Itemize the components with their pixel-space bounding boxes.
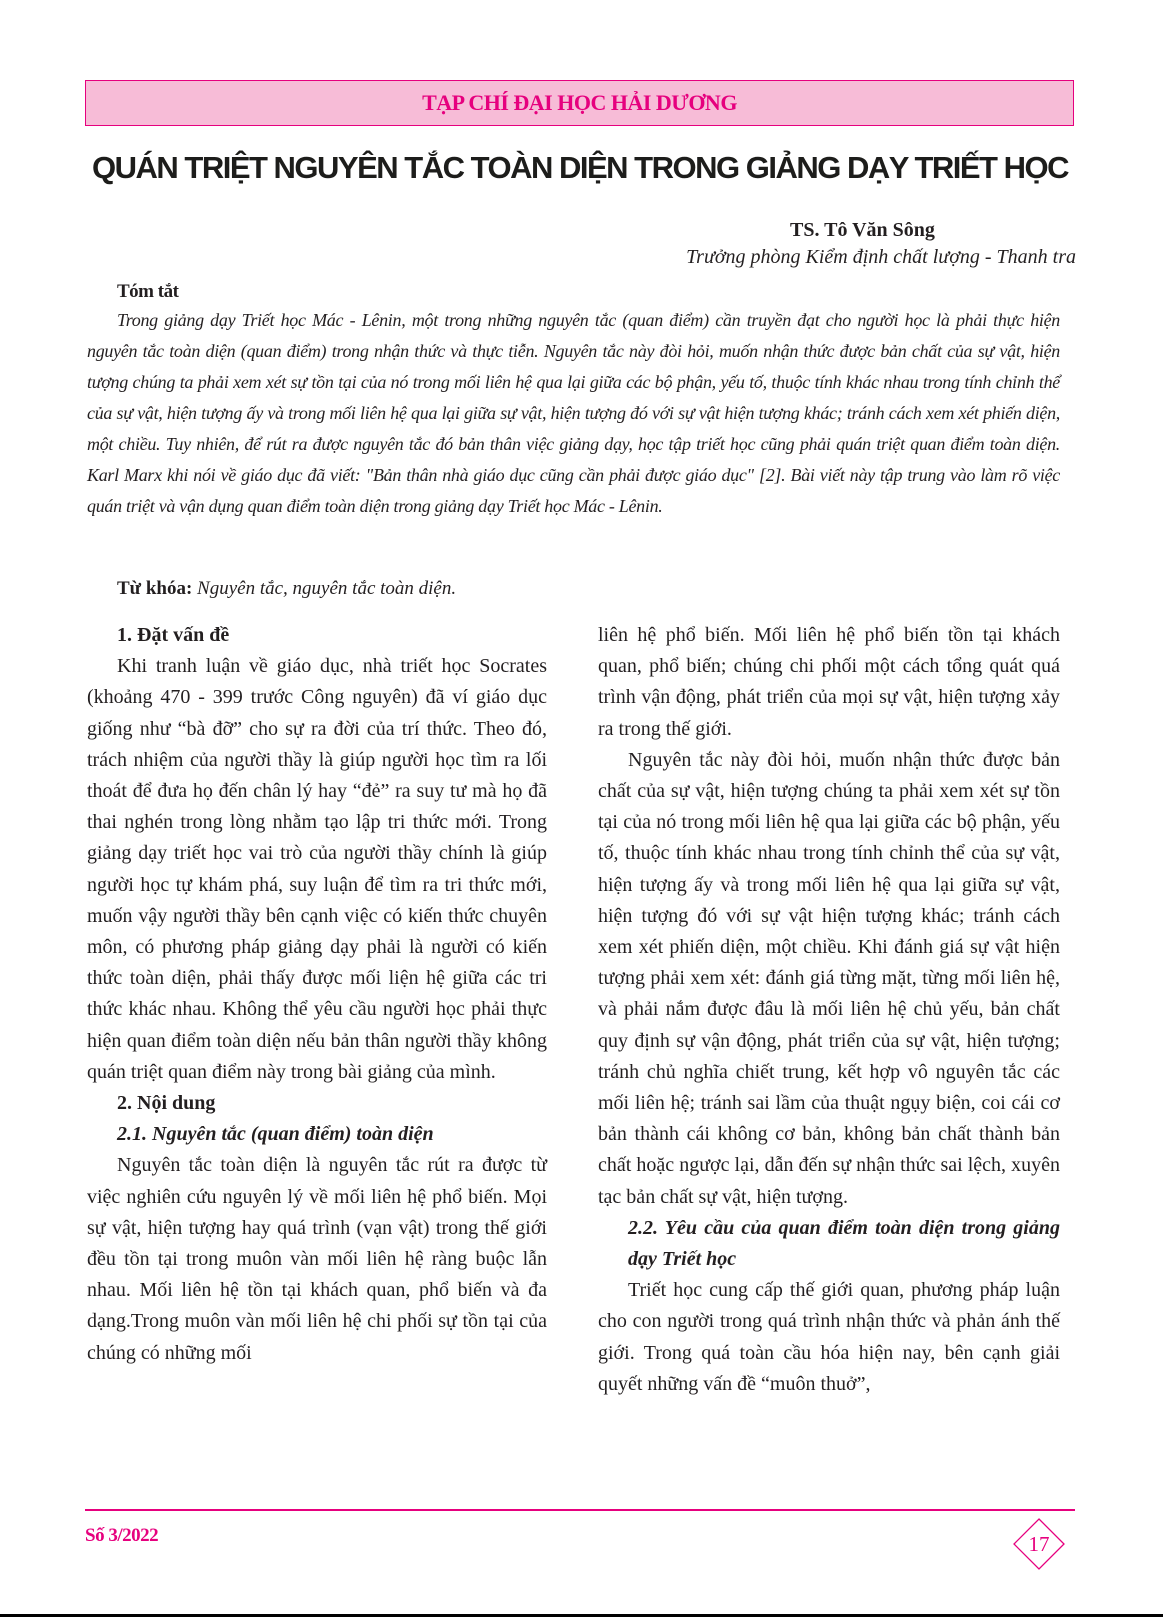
abstract-heading: Tóm tắt <box>117 281 179 302</box>
abstract-body: Trong giảng dạy Triết học Mác - Lênin, một trong những nguyên tắc (quan điểm) cần truyền đạt cho người học là phải thực hiện nguyên tắc toàn diện (quan điểm) trong nhận thức và thực tiễn. Nguyên tắc này đòi hỏi, muốn nhận thức được bản chất của sự vật, hiện tượng chúng ta phải xem xét sự tồn tại của nó trong mối liên hệ qua lại giữa các bộ phận, yếu tố, thuộc tính khác nhau trong tính chỉnh thể của sự vật, hiện tượng ấy và trong mối liên hệ qua lại giữa sự vật, hiện tượng đó với sự vật hiện tượng khác; tránh cách xem xét phiến diện, một chiều. Tuy nhiên, để rút ra được nguyên tắc đó bản thân việc giảng dạy, học tập triết học cũng phải quán triệt quan điểm toàn diện. Karl Marx khi nói về giáo dục đã viết: "Bản thân nhà giáo dục cũng cần phải được giáo dục" [2]. Bài viết này tập trung vào làm rõ việc quán triệt và vận dụng quan điểm toàn diện trong giảng dạy Triết học Mác - Lênin. <box>87 310 1060 516</box>
paragraph: Triết học cung cấp thế giới quan, phương pháp luận cho con người trong quá trình nhận thức và phản ánh thế giới. Trong quá toàn cầu hóa hiện nay, bên cạnh giải quyết những vấn đề “muôn thuở”, <box>598 1279 1060 1395</box>
paragraph: Nguyên tắc toàn diện là nguyên tắc rút ra được từ việc nghiên cứu nguyên lý về mối liên hệ phổ biến. Mọi sự vật, hiện tượng hay quá trình (vạn vật) trong thế giới đều tồn tại trong muôn vàn mối liên hệ ràng buộc lẫn nhau. Mối liên hệ tồn tại khách quan, phổ biến và đa dạng.Trong muôn vàn mối liên hệ chi phối sự tồn tại của chúng có những mối <box>87 1154 547 1364</box>
section-heading-1: 1. Đặt vấn đề <box>117 624 230 646</box>
journal-name: TẠP CHÍ ĐẠI HỌC HẢI DƯƠNG <box>422 90 737 115</box>
left-column <box>87 620 547 1369</box>
page-number-badge <box>1013 1518 1065 1570</box>
journal-header-banner <box>85 80 1074 126</box>
author-affiliation: Trưởng phòng Kiểm định chất lượng - Thanh tra <box>686 246 1076 268</box>
paragraph: liên hệ phổ biến. Mối liên hệ phổ biến tồn tại khách quan, phổ biến; chúng chi phối một cách tổng quát quá trình vận động, phát triển của mọi sự vật, hiện tượng xảy ra trong thế giới. <box>598 624 1060 740</box>
keywords <box>117 578 456 600</box>
page-number: 17 <box>1028 1531 1050 1556</box>
subsection-heading-2-2: 2.2. Yêu cầu của quan điểm toàn diện trong giảng dạy Triết học <box>628 1216 1060 1271</box>
article-title: QUÁN TRIỆT NGUYÊN TẮC TOÀN DIỆN TRONG GIẢNG DẠY TRIẾT HỌC <box>92 150 1068 185</box>
issue-number: Số 3/2022 <box>85 1525 159 1546</box>
subsection-heading-2-1: 2.1. Nguyên tắc (quan điểm) toàn diện <box>117 1123 434 1146</box>
keywords-value: Nguyên tắc, nguyên tắc toàn diện. <box>192 578 457 599</box>
footer-divider <box>85 1509 1075 1511</box>
author-name: TS. Tô Văn Sông <box>790 219 935 241</box>
paragraph: Nguyên tắc này đòi hỏi, muốn nhận thức được bản chất của sự vật, hiện tượng chúng ta phải xem xét sự tồn tại của nó trong mối liên hệ qua lại giữa các bộ phận, yếu tố, thuộc tính khác nhau trong tính chỉnh thể của sự vật, hiện tượng ấy và trong mối liên hệ qua lại giữa sự vật, hiện tượng đó với sự vật hiện tượng khác; tránh cách xem xét phiến diện, một chiều. Khi đánh giá sự vật hiện tượng phải xem xét: đánh giá từng mặt, từng mối liên hệ, và phải nắm được đâu là mối liên hệ chủ yếu, bản chất quy định sự vận động, phát triển của sự vật, hiện tượng; tránh chủ nghĩa chiết trung, kết hợp vô nguyên tắc các mối liên hệ; tránh sai lầm của thuật ngụy biện, coi cái cơ bản thành cái không cơ bản, không bản chất thành bản chất hoặc ngược lại, dẫn đến sự nhận thức sai lệch, xuyên tạc bản chất sự vật, hiện tượng. <box>598 748 1060 1208</box>
paragraph: Khi tranh luận về giáo dục, nhà triết học Socrates (khoảng 470 - 399 trước Công nguyên) đã ví giáo dục giống như “bà đỡ” cho sự ra đời của trí thức. Theo đó, trách nhiệm của người thầy là giúp người học tìm ra lối thoát để đưa họ đến chân lý hay “đẻ” ra suy tư mà họ đã thai nghén trong lòng nhằm tạo lập tri thức mới. Trong giảng dạy triết học vai trò của người thầy chính là giúp người học tự khám phá, suy luận để tìm ra tri thức mới, muốn vậy người thầy bên cạnh việc có kiến thức chuyên môn, có phương pháp giảng dạy phải là người có kiến thức toàn diện, phải thấy được mối liện hệ giữa các tri thức khác nhau. Không thể yêu cầu người học phải thực hiện quan điểm toàn diện nếu bản thân người thầy không quán triệt quan điểm này trong bài giảng của mình. <box>87 655 547 1083</box>
keywords-label: Từ khóa: <box>117 578 193 599</box>
right-column <box>598 620 1060 1400</box>
section-heading-2: 2. Nội dung <box>117 1092 216 1115</box>
